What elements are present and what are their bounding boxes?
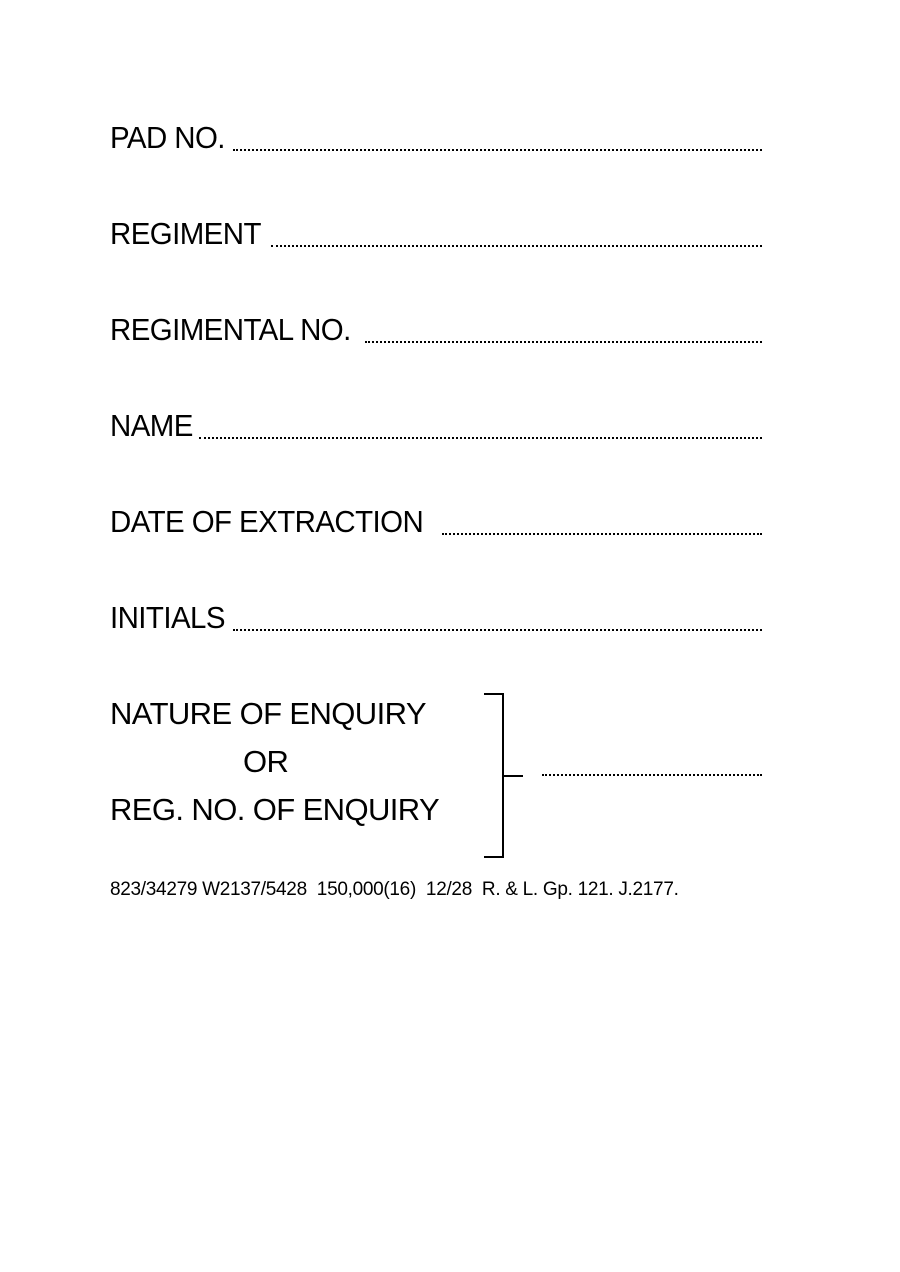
- enquiry-labels: [110, 690, 439, 834]
- field-initials: [110, 596, 762, 636]
- field-date-of-extraction: [110, 500, 762, 540]
- initials-input-line[interactable]: [233, 629, 762, 631]
- field-label: REGIMENT: [110, 216, 261, 251]
- date-of-extraction-input-line[interactable]: [442, 533, 762, 535]
- pad-no-input-line[interactable]: [233, 149, 762, 151]
- field-regimental-no: [110, 308, 762, 348]
- enquiry-input-line[interactable]: [542, 774, 762, 776]
- field-label: NAME: [110, 408, 193, 443]
- enquiry-label-or: OR: [243, 744, 289, 779]
- field-label: PAD NO.: [110, 120, 225, 155]
- print-code: 823/34279 W2137/5428 150,000(16) 12/28 R. & L. Gp. 121. J.2177.: [110, 879, 679, 900]
- enquiry-label-nature: NATURE OF ENQUIRY: [110, 696, 426, 731]
- field-name: [110, 404, 762, 444]
- regiment-input-line[interactable]: [271, 245, 762, 247]
- field-label: INITIALS: [110, 600, 225, 635]
- enquiry-label-reg-no: REG. NO. OF ENQUIRY: [110, 792, 440, 827]
- field-label: REGIMENTAL NO.: [110, 312, 351, 347]
- field-regiment: [110, 212, 762, 252]
- field-label: DATE OF EXTRACTION: [110, 504, 424, 539]
- regimental-no-input-line[interactable]: [365, 341, 762, 343]
- name-input-line[interactable]: [199, 437, 762, 439]
- field-pad-no: [110, 116, 762, 156]
